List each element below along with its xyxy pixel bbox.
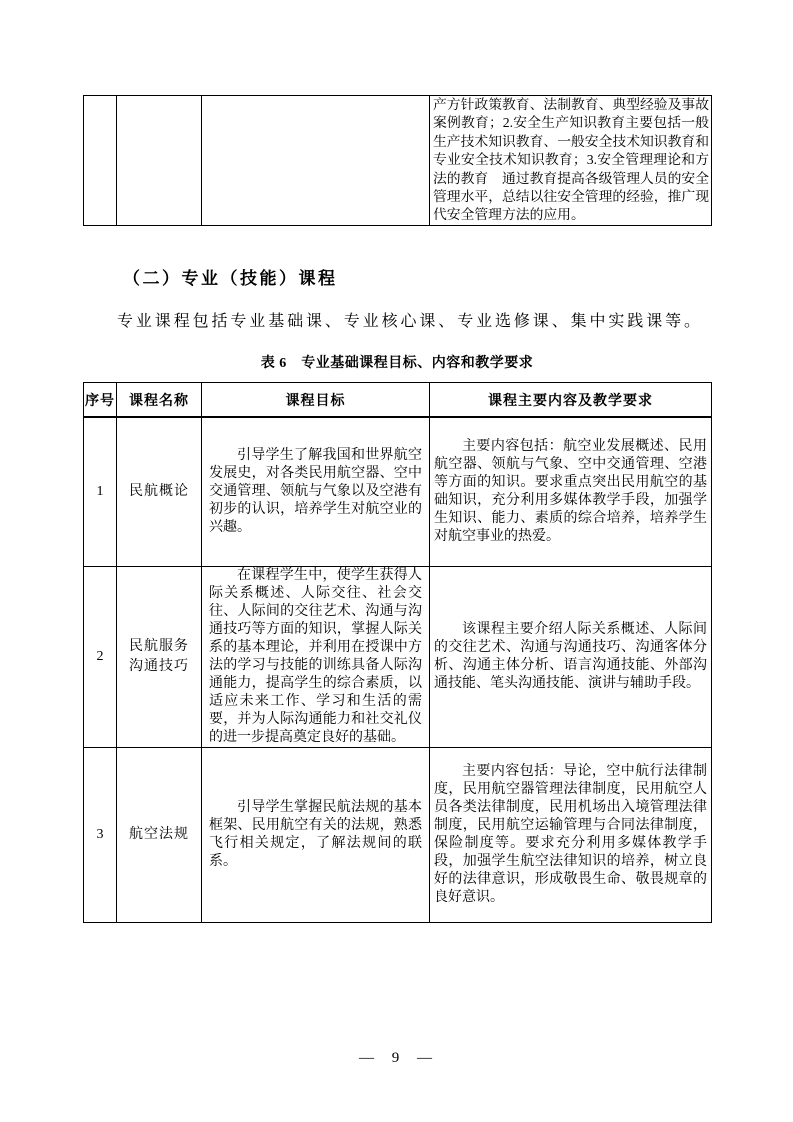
row-course-content: 该课程主要介绍人际关系概述、人际间的交往艺术、沟通与沟通技巧、沟通客体分析、沟通主体分析、语言沟通技能、外部沟通技能、笔头沟通技能、演讲与辅助手段。 [430,566,712,747]
header-course-name: 课程名称 [117,382,202,417]
header-seq: 序号 [84,382,117,417]
row-course-name: 民航服务沟通技巧 [117,566,202,747]
header-course-goal: 课程目标 [202,382,430,417]
continued-cell-goal [202,96,430,226]
row-course-goal: 在课程学生中，使学生获得人际关系概述、人际交往、社会交往、人际间的交往艺术、沟通与沟通技巧等方面的知识，掌握人际关系的基本理论，并利用在授课中方法的学习与技能的训练具备人际沟通能力，提高学生的综合素质，以适应未来工作、学习和生活的需要，并为人际沟通能力和社交礼仪的进一步提高奠定良好的基础。 [202,566,430,747]
table-caption: 表 6 专业基础课程目标、内容和教学要求 [260,355,534,371]
row-course-content: 主要内容包括：航空业发展概述、民用航空器、领航与气象、空中交通管理、空港等方面的知识。要求重点突出民用航空的基础知识，充分利用多媒体教学手段，加强学生知识、能力、素质的综合培养，培养学生对航空事业的热爱。 [430,417,712,566]
table-row [84,747,712,922]
table-header-row [84,382,712,417]
section-heading: （二）专业（技能）课程 [123,268,338,288]
table-row [84,417,712,566]
row-course-name: 民航概论 [117,417,202,566]
row-course-content: 主要内容包括：导论，空中航行法律制度，民用航空器管理法律制度，民用航空人员各类法律制度，民用机场出入境管理法律制度，民用航空运输管理与合同法律制度，保险制度等。要求充分利用多媒体教学手段，加强学生航空法律知识的培养，树立良好的法律意识，形成敬畏生命、敬畏规章的良好意识。 [430,747,712,922]
course-table [83,382,712,923]
row-seq: 1 [84,417,117,566]
row-course-name: 航空法规 [117,747,202,922]
table-row [84,566,712,747]
continued-cell-name [117,96,202,226]
row-course-goal: 引导学生掌握民航法规的基本框架、民用航空有关的法规，熟悉飞行相关规定，了解法规间的联系。 [202,747,430,922]
row-course-goal: 引导学生了解我国和世界航空发展史，对各类民用航空器、空中交通管理、领航与气象以及空港有初步的认识，培养学生对航空业的兴趣。 [202,417,430,566]
table-row [84,96,712,226]
continued-cell-content: 产方针政策教育、法制教育、典型经验及事故案例教育；2.安全生产知识教育主要包括一般生产技术知识教育、一般安全技术知识教育和专业安全技术知识教育；3.安全管理理论和方法的教育 通过教育提高各级管理人员的安全管理水平，总结以往安全管理的经验，推广现代安全管理方法的应用。 [430,96,712,226]
row-seq: 3 [84,747,117,922]
page-number: — 9 — [359,1050,434,1066]
continued-table-fragment [83,95,712,226]
header-course-content: 课程主要内容及教学要求 [430,382,712,417]
row-seq: 2 [84,566,117,747]
continued-cell-no [84,96,117,226]
section-intro-paragraph: 专业课程包括专业基础课、专业核心课、专业选修课、集中实践课等。 [117,312,703,330]
